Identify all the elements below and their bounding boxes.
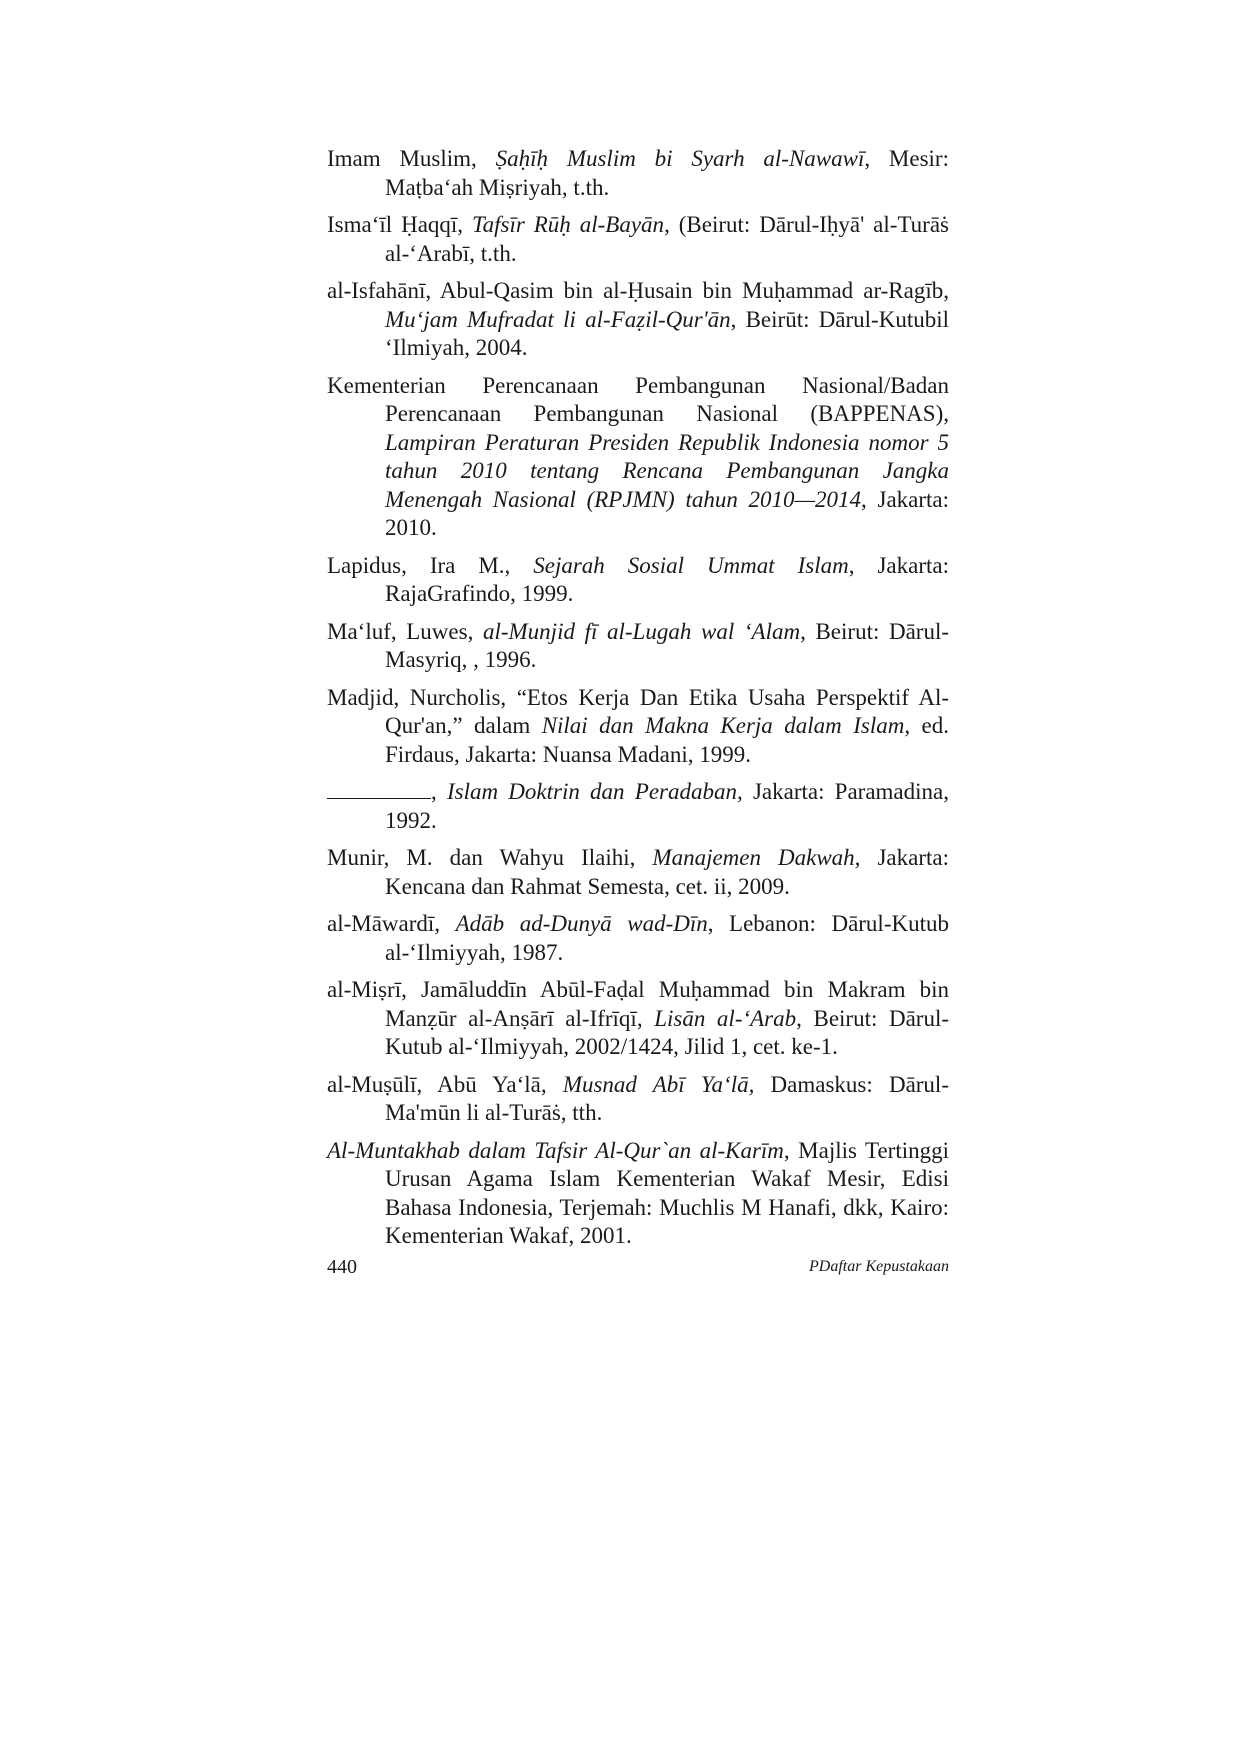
bibliography-entry: Imam Muslim, Ṣaḥīḥ Muslim bi Syarh al-Nawawī, Mesir: Maṭba‘ah Miṣriyah, t.th. bbox=[327, 146, 949, 200]
bibliography-entry: Isma‘īl Ḥaqqī, Tafsīr Rūḥ al-Bayān, (Beirut: Dārul-Iḥyā' al-Turāṡ al-‘Arabī, t.th. bbox=[327, 212, 949, 266]
running-title: PDaftar Kepustakaan bbox=[809, 1258, 949, 1275]
bibliography-list bbox=[327, 145, 949, 1260]
bibliography-entry: al-Isfahānī, Abul-Qasim bin al-Ḥusain bin Muḥammad ar-Ragīb, Mu‘jam Mufradat li al-Faẓil-Qur'ān, Beirūt: Dārul-Kutubil ‘Ilmiyah, 2004. bbox=[327, 278, 949, 360]
bibliography-entry: Kementerian Perencanaan Pembangunan Nasional/Badan Perencanaan Pembangunan Nasional (BAPPENAS), Lampiran Peraturan Presiden Republik Indonesia nomor 5 tahun 2010 tentang Rencana Pembangunan Jangka Menengah Nasional (RPJMN) tahun 2010—2014, Jakarta: 2010. bbox=[327, 372, 950, 540]
ditto-rule bbox=[327, 798, 431, 799]
bibliography-entry: , Islam Doktrin dan Peradaban, Jakarta: Paramadina, 1992. bbox=[327, 778, 949, 835]
bibliography-entry: Munir, M. dan Wahyu Ilaihi, Manajemen Dakwah, Jakarta: Kencana dan Rahmat Semesta, cet. ii, 2009. bbox=[327, 845, 949, 899]
bibliography-entry: Ma‘luf, Luwes, al-Munjid fī al-Lugah wal ‘Alam, Beirut: Dārul-Masyriq, , 1996. bbox=[327, 618, 950, 672]
bibliography-entry: al-Miṣrī, Jamāluddīn Abūl-Faḍal Muḥammad bin Makram bin Manẓūr al-Anṣārī al-Ifrīqī, Lisān al-‘Arab, Beirut: Dārul-Kutub al-‘Ilmiyyah, 2002/1424, Jilid 1, cet. ke-1. bbox=[327, 977, 950, 1059]
bibliography-entry: Al-Muntakhab dalam Tafsir Al-Qur`an al-Karīm, Majlis Tertinggi Urusan Agama Islam Kementerian Wakaf Mesir, Edisi Bahasa Indonesia, Terjemah: Muchlis M Hanafi, dkk, Kairo: Kementerian Wakaf, 2001. bbox=[327, 1137, 949, 1248]
page-number: 440 bbox=[327, 1256, 357, 1278]
bibliography-entry: Madjid, Nurcholis, “Etos Kerja Dan Etika Usaha Perspektif Al-Qur'an,” dalam Nilai dan Makna Kerja dalam Islam, ed. Firdaus, Jakarta: Nuansa Madani, 1999. bbox=[327, 684, 949, 767]
page-footer bbox=[327, 1256, 949, 1286]
bibliography-entry: Lapidus, Ira M., Sejarah Sosial Ummat Islam, Jakarta: RajaGrafindo, 1999. bbox=[327, 552, 949, 606]
bibliography-entry: al-Māwardī, Adāb ad-Dunyā wad-Dīn, Lebanon: Dārul-Kutub al-‘Ilmiyyah, 1987. bbox=[327, 911, 949, 965]
bibliography-entry: al-Muṣūlī, Abū Ya‘lā, Musnad Abī Ya‘lā, Damaskus: Dārul-Ma'mūn li al-Turāṡ, tth. bbox=[327, 1071, 949, 1125]
